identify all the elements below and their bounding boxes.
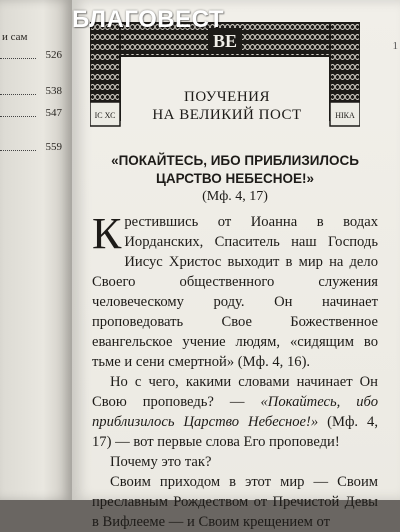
sermon-heading-line: «ПОКАЙТЕСЬ, ИБО ПРИБЛИЗИЛОСЬ	[111, 153, 359, 168]
toc-page-number: 526	[45, 49, 62, 61]
ornament-top-letters: ВЕ	[212, 31, 238, 51]
scripture-reference: (Мф. 4, 17)	[202, 189, 268, 204]
main-page	[72, 0, 400, 530]
toc-entry	[0, 140, 62, 154]
watermark-logo: БЛАГОВЕСТ	[72, 6, 225, 33]
section-title-line: ПОУЧЕНИЯ	[183, 89, 271, 105]
paragraph-text: Но с чего, какими словами начинает Он Свою проповедь? —	[92, 374, 378, 410]
toc-entry-text: и сам	[2, 31, 28, 43]
toc-leader-dots	[0, 150, 36, 151]
paragraph-text: Своим приходом в этот мир — Своим преславным Рождеством от Пречистой Девы в Вифлееме — и Своим крещением от	[92, 474, 378, 530]
toc-entry	[0, 84, 62, 98]
toc-page-number: 547	[45, 107, 62, 119]
section-title-line: НА ВЕЛИКИЙ ПОСТ	[152, 107, 302, 123]
paragraph	[92, 452, 378, 472]
paragraph-text: (Мф. 4, 17) — вот первые слова Его проповеди!	[92, 414, 378, 450]
italic-quote: «Покайтесь, ибо приблизилось Царство Небесное!»	[92, 394, 379, 430]
drop-cap: К	[92, 209, 122, 258]
toc-leader-dots	[0, 58, 36, 59]
toc-leader-dots	[0, 116, 36, 117]
toc-page-number: 559	[45, 141, 62, 153]
paragraph	[92, 472, 378, 532]
corner-number: 1	[392, 40, 398, 52]
paragraph	[92, 372, 378, 452]
ornament-right-medallion-text: НІКА	[335, 111, 355, 120]
section-title	[122, 88, 332, 124]
paragraph	[92, 209, 378, 372]
paragraph-text: рестившись от Иоанна в водах Иорданских, Спаситель наш Господь Иисус Христос выходит в мир на дело Своего общественного служения человеческому роду. Он начинает проповедовать Свое Божественное евангельское учение людям, «сидящим во тьме и сени смертной» (Мф. 4, 16).	[92, 214, 378, 370]
sermon-heading-line: ЦАРСТВО НЕБЕСНОЕ!»	[155, 171, 315, 186]
toc-entry	[2, 30, 64, 44]
toc-entry	[0, 48, 62, 62]
left-facing-page	[0, 0, 72, 500]
toc-entry	[0, 106, 62, 120]
body-text	[92, 209, 379, 532]
toc-leader-dots	[0, 94, 36, 95]
paragraph-text: Почему это так?	[110, 454, 212, 470]
ornament-left-medallion-text: IС ХС	[94, 111, 116, 120]
toc-page-number: 538	[45, 85, 62, 97]
sermon-heading	[92, 152, 378, 206]
